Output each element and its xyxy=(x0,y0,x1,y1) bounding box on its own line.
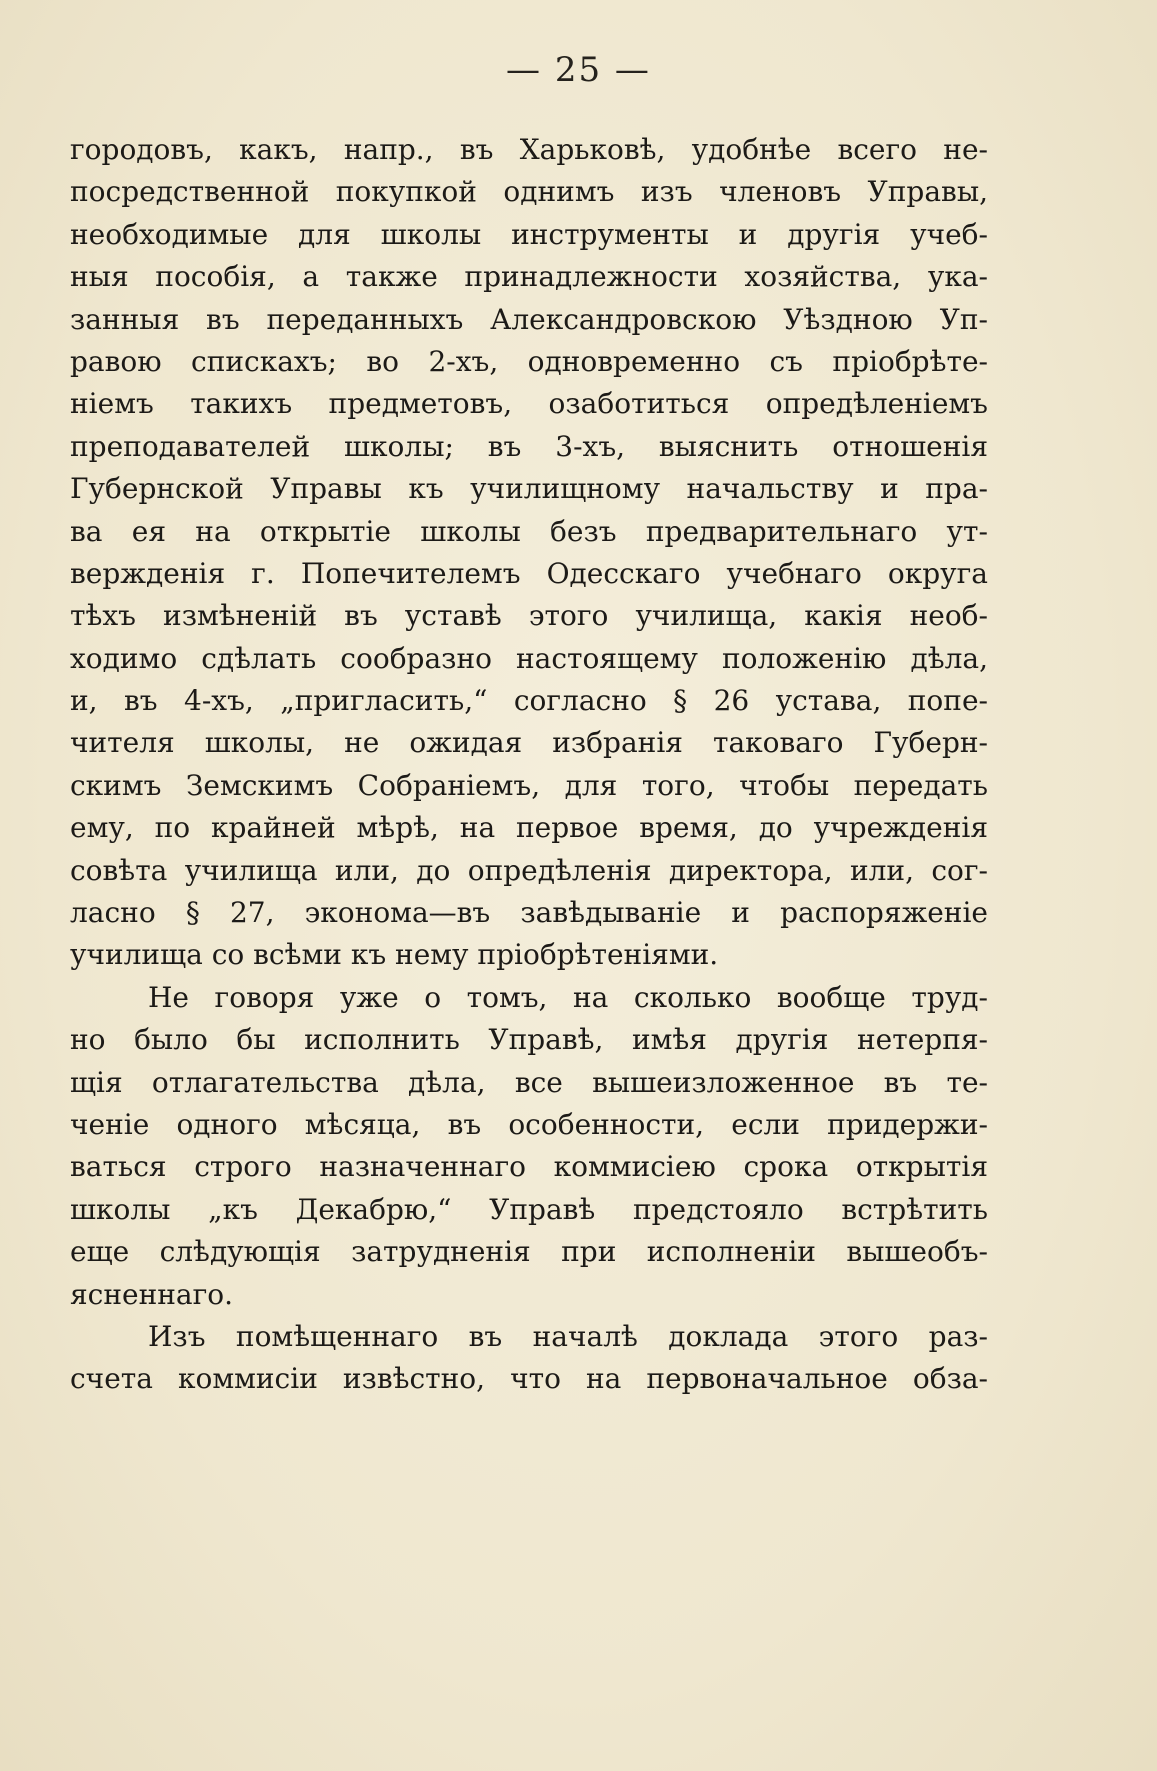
page-number: — 25 — xyxy=(506,50,651,90)
text-line: городовъ, какъ, напр., въ Харьковѣ, удобнѣе всего не- xyxy=(70,133,988,166)
text-line: щія отлагательства дѣла, все вышеизложенное въ те- xyxy=(70,1065,988,1099)
text-line: вержденія г. Попечителемъ Одесскаго учебнаго округа xyxy=(70,556,988,590)
text-line: совѣта училища или, до опредѣленія директора, или, сог- xyxy=(70,853,988,887)
text-line: чителя школы, не ожидая избранія таковаго Губерн- xyxy=(70,726,988,760)
text-line: посредственной покупкой однимъ изъ членовъ Управы, xyxy=(70,175,988,209)
text-line: скимъ Земскимъ Собраніемъ, для того, чтобы передать xyxy=(70,768,988,802)
text-line: еще слѣдующія затрудненія при исполненіи вышеобъ- xyxy=(70,1235,988,1269)
text-line: и, въ 4-хъ, „пригласить,“ согласно § 26 устава, попе- xyxy=(70,684,988,718)
body-text xyxy=(70,129,988,1401)
text-line: равою спискахъ; во 2-хъ, одновременно съ пріобрѣте- xyxy=(70,344,988,378)
text-line: ему, по крайней мѣрѣ, на первое время, до учрежденія xyxy=(70,811,988,845)
text-line: ходимо сдѣлать сообразно настоящему положенію дѣла, xyxy=(70,641,988,675)
text-line: преподавателей школы; въ 3-хъ, выяснить отношенія xyxy=(70,429,988,463)
text-line: но было бы исполнить Управѣ, имѣя другія нетерпя- xyxy=(70,1023,988,1057)
text-line: необходимые для школы инструменты и другія учеб- xyxy=(70,217,988,251)
text-line: ваться строго назначеннаго коммисіею срока открытія xyxy=(70,1150,988,1184)
paragraph-first-line: Изъ помѣщеннаго въ началѣ доклада этого раз- xyxy=(148,1319,988,1353)
text-line: школы „къ Декабрю,“ Управѣ предстояло встрѣтить xyxy=(70,1192,988,1226)
text-line: счета коммисіи извѣстно, что на первоначальное обза- xyxy=(70,1362,988,1396)
text-line: ва ея на открытіе школы безъ предварительнаго ут- xyxy=(70,514,988,548)
text-line: ныя пособія, а также принадлежности хозяйства, ука- xyxy=(70,260,988,294)
text-line: занныя въ переданныхъ Александровскою Уѣздною Уп- xyxy=(70,302,988,336)
paragraph-first-line: Не говоря уже о томъ, на сколько вообще труд- xyxy=(148,980,988,1014)
text-line: училища со всѣми къ нему пріобрѣтеніями. xyxy=(70,938,719,972)
text-line: ніемъ такихъ предметовъ, озаботиться опредѣленіемъ xyxy=(70,387,988,421)
text-line: Губернской Управы къ училищному начальству и пра- xyxy=(70,472,988,506)
text-line: тѣхъ измѣненій въ уставѣ этого училища, какія необ- xyxy=(70,599,988,633)
text-line: ченіе одного мѣсяца, въ особенности, если придержи- xyxy=(70,1107,988,1141)
text-line: ясненнаго. xyxy=(70,1277,234,1311)
text-line: ласно § 27, эконома—въ завѣдываніе и распоряженіе xyxy=(70,896,988,930)
